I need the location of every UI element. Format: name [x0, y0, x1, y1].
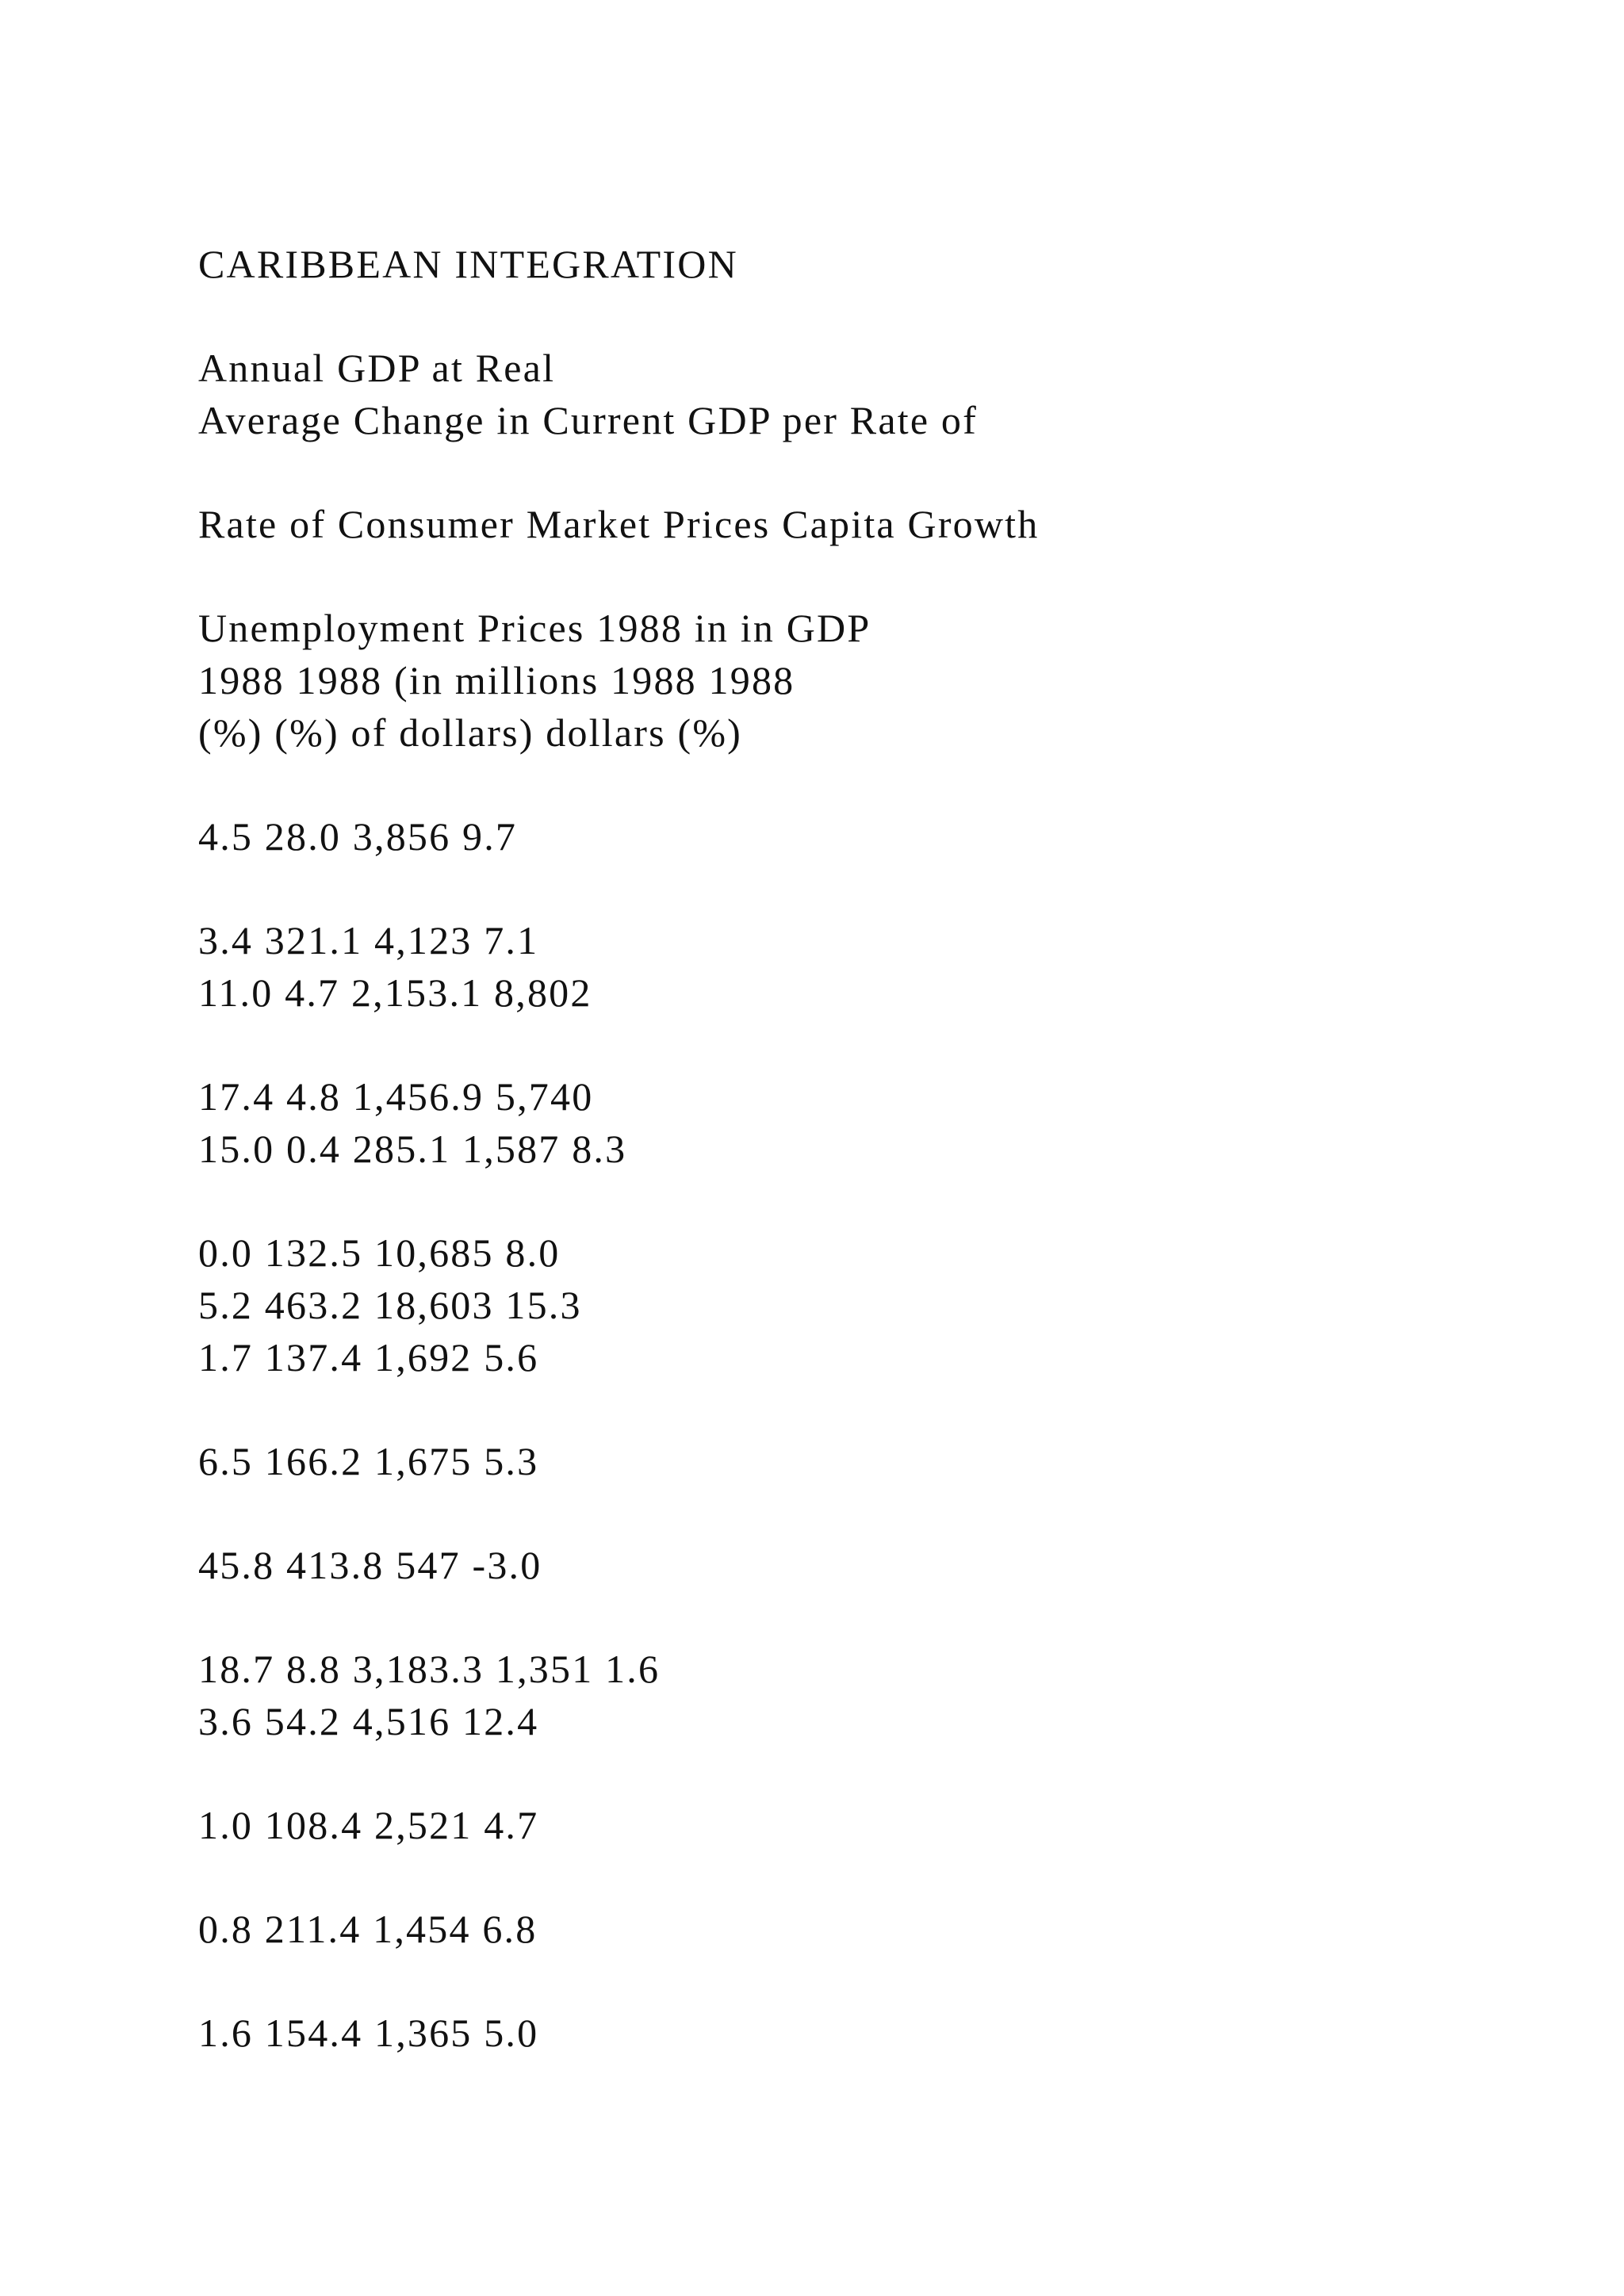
document-title: CARIBBEAN INTEGRATION [198, 242, 738, 286]
spacer [198, 1487, 1546, 1539]
spacer [198, 1851, 1546, 1903]
data-row: 45.8 413.8 547 -3.0 [198, 1543, 542, 1587]
data-row: 5.2 463.2 18,603 15.3 [198, 1283, 582, 1327]
header-line: (%) (%) of dollars) dollars (%) [198, 710, 743, 755]
spacer [198, 1747, 1546, 1799]
data-row: 1.6 154.4 1,365 5.0 [198, 2011, 539, 2055]
spacer [198, 550, 1546, 602]
data-row: 1.7 137.4 1,692 5.6 [198, 1335, 539, 1380]
data-row: 11.0 4.7 2,153.1 8,802 [198, 970, 592, 1015]
spacer [198, 446, 1546, 498]
data-row: 1.0 108.4 2,521 4.7 [198, 1803, 539, 1847]
data-row: 15.0 0.4 285.1 1,587 8.3 [198, 1127, 627, 1171]
header-line: 1988 1988 (in millions 1988 1988 [198, 658, 795, 702]
spacer [198, 1175, 1546, 1226]
data-row: 3.4 321.1 4,123 7.1 [198, 918, 539, 962]
header-line: Annual GDP at Real [198, 346, 556, 390]
spacer [198, 1383, 1546, 1435]
spacer [198, 1955, 1546, 2007]
data-row: 3.6 54.2 4,516 12.4 [198, 1699, 539, 1743]
spacer [198, 1591, 1546, 1643]
data-row: 6.5 166.2 1,675 5.3 [198, 1439, 539, 1483]
spacer [198, 759, 1546, 810]
data-row: 17.4 4.8 1,456.9 5,740 [198, 1074, 594, 1119]
header-line: Rate of Consumer Market Prices Capita Growth [198, 502, 1040, 546]
data-row: 4.5 28.0 3,856 9.7 [198, 814, 518, 859]
header-line: Average Change in Current GDP per Rate of [198, 398, 978, 442]
spacer [198, 290, 1546, 342]
data-row: 0.8 211.4 1,454 6.8 [198, 1907, 538, 1951]
data-row: 0.0 132.5 10,685 8.0 [198, 1230, 561, 1275]
data-row: 18.7 8.8 3,183.3 1,351 1.6 [198, 1647, 661, 1691]
document-body [198, 238, 1546, 2059]
header-line: Unemployment Prices 1988 in in GDP [198, 606, 871, 650]
spacer [198, 1019, 1546, 1070]
spacer [198, 863, 1546, 914]
